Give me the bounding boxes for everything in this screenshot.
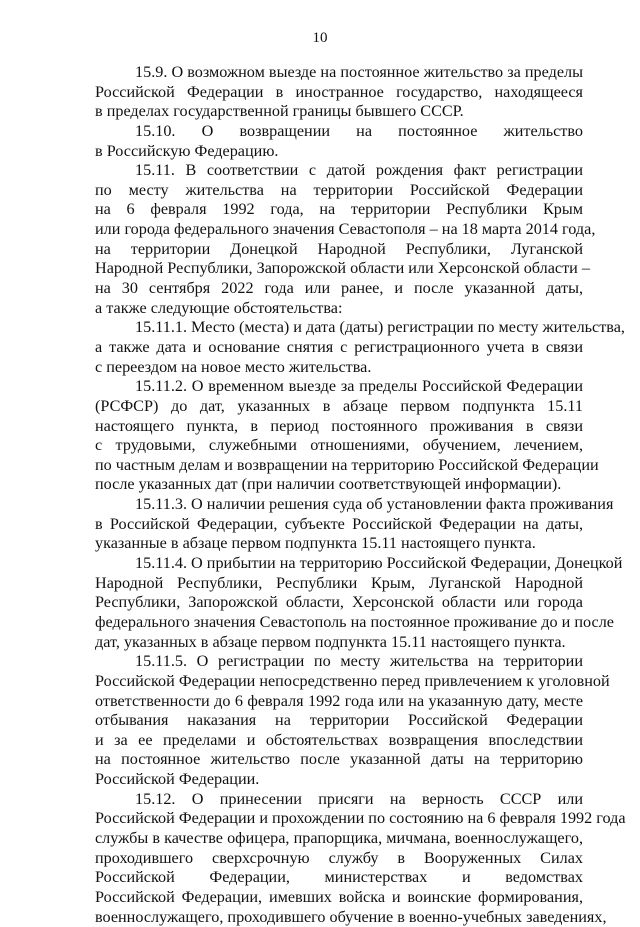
page-number: 10 (312, 30, 328, 46)
text-line: на 30 сентября 2022 года или ранее, и после указанной даты, (95, 279, 583, 298)
text-line: в Российскую Федерацию. (95, 141, 279, 160)
text-line: ответственности до 6 февраля 1992 года или на указанную дату, месте (95, 691, 583, 710)
text-line: указанные в абзаце первом подпункта 15.11 настоящего пункта. (95, 534, 536, 553)
text-line: 15.10. О возвращении на постоянное жительство (135, 121, 583, 140)
text-line: Российской Федерации и прохождении по состоянию на 6 февраля 1992 года (95, 809, 626, 828)
paragraph-p15-10 (95, 122, 583, 161)
text-line: с трудовыми, служебными отношениями, обучением, лечением, (95, 436, 583, 455)
paragraph-p15-11 (95, 161, 596, 318)
paragraph-p15-11-5 (95, 652, 610, 789)
paragraph-p15-11-2 (95, 377, 599, 495)
text-line: Российской Федерации, имевших войска и воинские формирования, (95, 887, 583, 906)
text-line: Российской Федерации, министерствах и ведомствах (95, 868, 583, 887)
text-line: 15.12. О принесении присяги на верность СССР или (135, 789, 583, 808)
text-line: по частным делам и возвращении на территорию Российской Федерации (95, 455, 599, 474)
text-line: в Российской Федерации, субъекте Российской Федерации на даты, (95, 514, 583, 533)
text-line: Российской Федерации непосредственно перед привлечением к уголовной (95, 671, 610, 690)
text-line: службы в качестве офицера, прапорщика, мичмана, военнослужащего, (95, 828, 583, 847)
text-line: и за ее пределами и обстоятельствах возвращения впоследствии (95, 730, 583, 749)
text-line: 15.11.1. Место (места) и дата (даты) регистрации по месту жительства, (135, 318, 625, 337)
text-line: военнослужащего, проходившего обучение в военно-учебных заведениях, (95, 907, 607, 926)
text-line: или города федерального значения Севастополя – на 18 марта 2014 года, (95, 220, 596, 239)
text-line: отбывания наказания на территории Российской Федерации (95, 711, 583, 730)
text-line: на постоянное жительство после указанной даты на территорию (95, 750, 583, 769)
text-line: 15.11.3. О наличии решения суда об установлении факта проживания (135, 495, 614, 514)
paragraph-p15-11-1 (95, 318, 625, 377)
text-line: 15.11.4. О прибытии на территорию Российской Федерации, Донецкой (135, 554, 623, 573)
text-line: Народной Республики, Запорожской области или Херсонской области – (95, 259, 590, 278)
text-line: настоящего пункта, в период постоянного проживания в связи (95, 416, 583, 435)
text-line: по месту жительства на территории Российской Федерации (95, 180, 583, 199)
paragraph-p15-12 (95, 789, 626, 927)
document-body (95, 63, 626, 927)
text-line: дат, указанных в абзаце первом подпункта 15.11 настоящего пункта. (95, 632, 566, 651)
text-line: после указанных дат (при наличии соответствующей информации). (95, 475, 562, 494)
text-line: 15.9. О возможном выезде на постоянное жительство за пределы (135, 63, 583, 81)
paragraph-p15-11-4 (95, 554, 623, 652)
text-line: Народной Республики, Республики Крым, Луганской Народной (95, 573, 583, 592)
paragraph-p15-11-3 (95, 495, 614, 554)
text-line: Российской Федерации в иностранное государство, находящееся (95, 82, 583, 101)
text-line: а также дата и основание снятия с регистрационного учета в связи (95, 337, 583, 356)
text-line: (РСФСР) до дат, указанных в абзаце первом подпункта 15.11 (95, 396, 583, 415)
text-line: 15.11.5. О регистрации по месту жительства на территории (135, 652, 583, 671)
text-line: на территории Донецкой Народной Республики, Луганской (95, 239, 583, 258)
text-line: а также следующие обстоятельства: (95, 298, 343, 317)
text-line: с переездом на новое место жительства. (95, 357, 372, 376)
paragraph-p15-9 (95, 63, 583, 122)
text-line: 15.11.2. О временном выезде за пределы Российской Федерации (135, 377, 583, 396)
text-line: Российской Федерации. (95, 770, 260, 789)
text-line: федерального значения Севастополь на постоянное проживание до и после (95, 612, 614, 631)
text-line: 15.11. В соответствии с датой рождения факт регистрации (135, 161, 583, 180)
text-line: проходившего сверхсрочную службу в Вооруженных Силах (95, 848, 583, 867)
text-line: Республики, Запорожской области, Херсонской области или города (95, 593, 583, 612)
text-line: на 6 февраля 1992 года, на территории Республики Крым (95, 200, 583, 219)
text-line: в пределах государственной границы бывшего СССР. (95, 102, 464, 121)
